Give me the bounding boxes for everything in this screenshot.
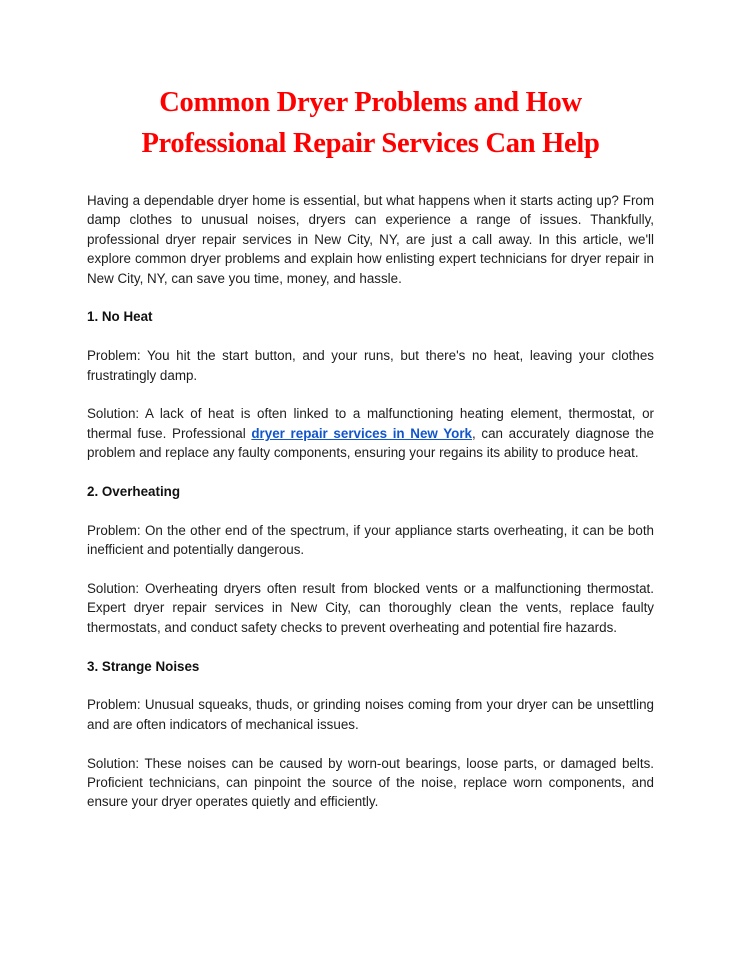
no-heat-solution-text-after: , can accurately diagnose the problem and replace any faulty components, ensuring your regains its ability to produce heat.: [87, 425, 654, 461]
section-heading-strange-noises: 3. Strange Noises: [87, 658, 200, 674]
dryer-repair-link[interactable]: dryer repair services in New York: [251, 425, 473, 441]
section-heading-no-heat: 1. No Heat: [87, 309, 153, 325]
no-heat-solution-text-before: Solution: A lack of heat is often linked to a malfunctioning heating element, thermostat, or thermal fuse. Professional: [87, 406, 654, 441]
no-heat-problem: Problem: You hit the start button, and your runs, but there's no heat, leaving your clothes frustratingly damp.: [87, 348, 654, 383]
section-heading-overheating: 2. Overheating: [87, 484, 181, 500]
article-body: [87, 191, 654, 831]
title-line-1: Common Dryer Problems and How: [159, 87, 582, 118]
strange-noises-solution: Solution: These noises can be caused by worn-out bearings, loose parts, or damaged belts. Proficient technicians, can pinpoint the source of the noise, replace worn components, and ensure your dryer operates quietly and efficiently.: [87, 755, 654, 810]
strange-noises-problem: Problem: Unusual squeaks, thuds, or grinding noises coming from your dryer can be unsettling and are often indicators of mechanical issues.: [87, 697, 654, 732]
title-line-2: Professional Repair Services Can Help: [141, 128, 600, 159]
page-title: [60, 82, 681, 164]
intro-paragraph: Having a dependable dryer home is essential, but what happens when it starts acting up? From damp clothes to unusual noises, dryers can experience a range of issues. Thankfully, professional dryer repair services in New City, NY, are just a call away. In this article, we'll explore common dryer problems and explain how enlisting expert technicians for dryer repair in New City, NY, can save you time, money, and hassle.: [87, 193, 654, 286]
no-heat-solution: [87, 404, 654, 462]
overheating-solution: Solution: Overheating dryers often result from blocked vents or a malfunctioning thermostat. Expert dryer repair services in New City, can thoroughly clean the vents, replace faulty thermostats, and conduct safety checks to prevent overheating and potential fire hazards.: [87, 581, 654, 635]
overheating-problem: Problem: On the other end of the spectrum, if your appliance starts overheating, it can be both inefficient and potentially dangerous.: [87, 522, 654, 558]
